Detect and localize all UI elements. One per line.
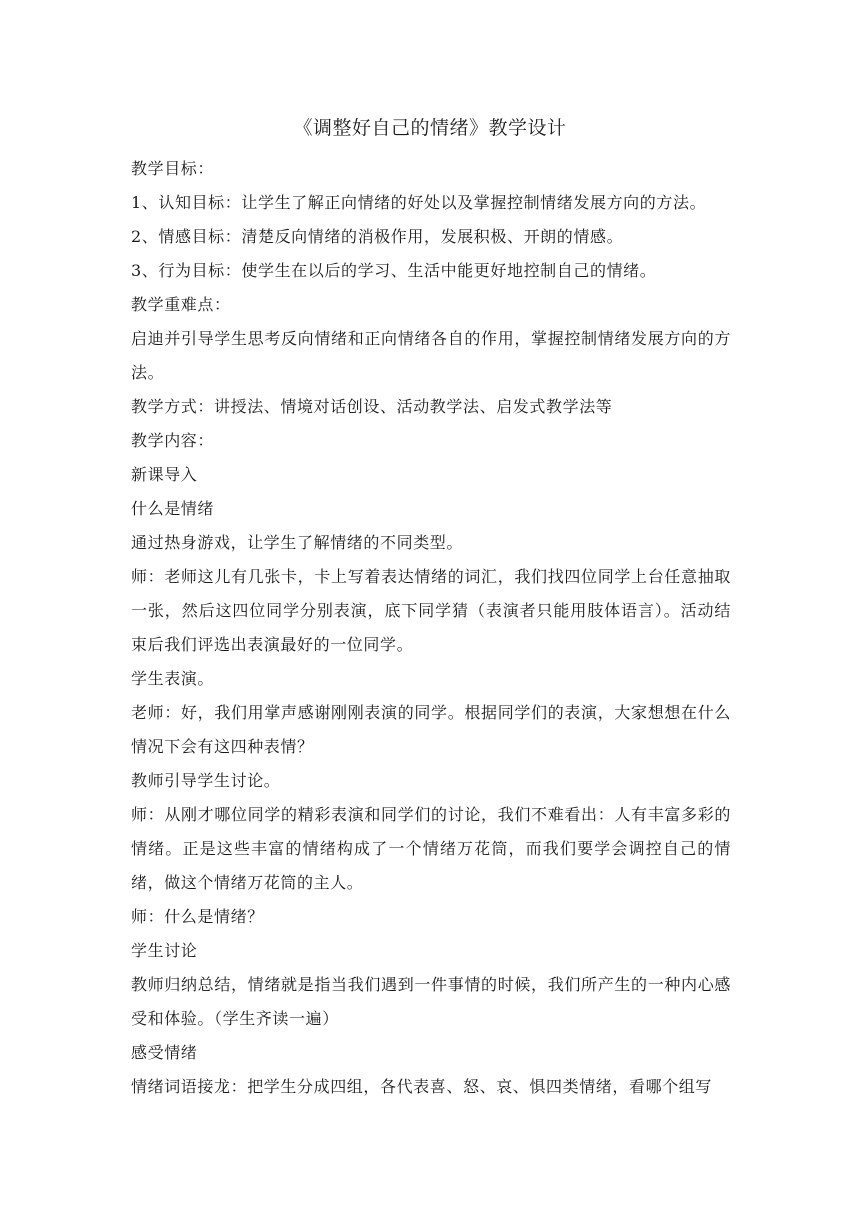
paragraph-feel-emotions: 感受情绪 [131, 1043, 198, 1062]
paragraph-emotional-goal: 2、情感目标：清楚反向情绪的消极作用，发展积极、开朗的情感。 [131, 227, 624, 246]
paragraph-what-is-emotion: 什么是情绪 [131, 499, 215, 518]
paragraph-teaching-content-heading: 教学内容： [131, 431, 215, 450]
paragraph-behavioral-goal: 3、行为目标：使学生在以后的学习、生活中能更好地控制自己的情绪。 [131, 261, 657, 280]
paragraph-teacher-thanks: 老师：好，我们用掌声感谢刚刚表演的同学。根据同学们的表演，大家想想在什么情况下会有这四种表情？ [131, 703, 731, 756]
paragraph-word-chain: 情绪词语接龙：把学生分成四组，各代表喜、怒、哀、惧四类情绪，看哪个组写 [131, 1077, 713, 1096]
paragraph-key-points-heading: 教学重难点： [131, 295, 231, 314]
paragraph-teacher-question: 师：什么是情绪？ [131, 907, 264, 926]
paragraph-student-performance: 学生表演。 [131, 669, 215, 688]
paragraph-teacher-guides: 教师引导学生讨论。 [131, 771, 281, 790]
paragraph-student-discussion: 学生讨论 [131, 941, 198, 960]
paragraph-teacher-cards: 师：老师这儿有几张卡，卡上写着表达情绪的词汇，我们找四位同学上台任意抽取一张，然后这四位同学分别表演，底下同学猜（表演者只能用肢体语言）。活动结束后我们评选出表演最好的一位同学。 [131, 567, 731, 654]
paragraph-teaching-methods: 教学方式：讲授法、情境对话创设、活动教学法、启发式教学法等 [131, 397, 613, 416]
paragraph-warmup-game: 通过热身游戏，让学生了解情绪的不同类型。 [131, 533, 464, 552]
paragraph-new-lesson-intro: 新课导入 [131, 465, 198, 484]
paragraph-emotion-kaleidoscope: 师：从刚才哪位同学的精彩表演和同学们的讨论，我们不难看出：人有丰富多彩的情绪。正是这些丰富的情绪构成了一个情绪万花筒，而我们要学会调控自己的情绪，做这个情绪万花筒的主人。 [131, 805, 731, 892]
paragraph-teacher-summary: 教师归纳总结，情绪就是指当我们遇到一件事情的时候，我们所产生的一种内心感受和体验。（学生齐读一遍） [131, 975, 731, 1028]
paragraph-cognitive-goal: 1、认知目标：让学生了解正向情绪的好处以及掌握控制情绪发展方向的方法。 [131, 193, 707, 212]
paragraph-key-points: 启迪并引导学生思考反向情绪和正向情绪各自的作用，掌握控制情绪发展方向的方法。 [131, 329, 731, 382]
document-title: 《调整好自己的情绪》教学设计 [293, 117, 567, 139]
paragraph-teaching-goals-heading: 教学目标： [131, 159, 215, 178]
document-body [131, 152, 731, 1104]
